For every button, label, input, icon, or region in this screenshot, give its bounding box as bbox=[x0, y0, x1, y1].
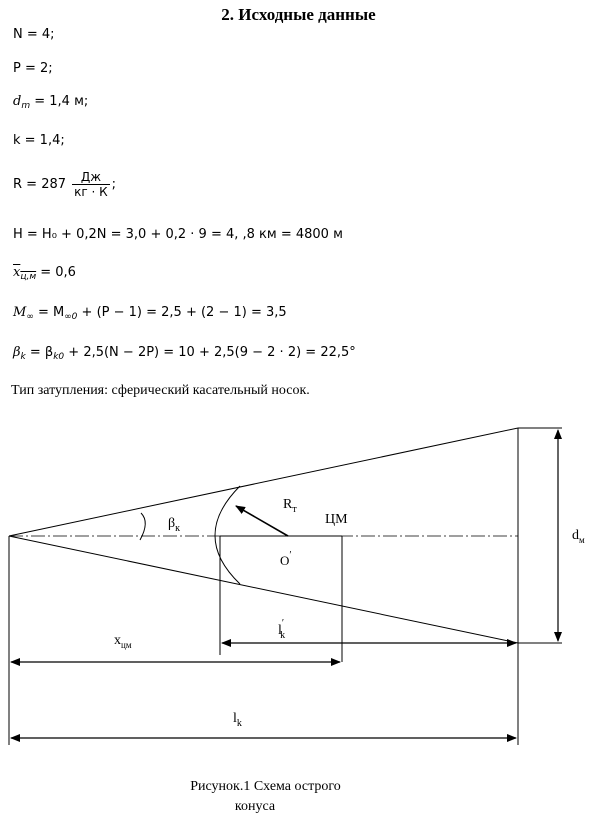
mach-symbol: M bbox=[13, 305, 27, 320]
r-suffix: ; bbox=[111, 177, 117, 192]
figure-caption-line1: Рисунок.1 Схема острого bbox=[190, 779, 341, 794]
lk-label: $l_k$ bbox=[233, 711, 242, 729]
mach-eq: = M bbox=[33, 305, 65, 320]
mach-subscript: ∞ bbox=[26, 312, 34, 322]
cone-lower-generatrix bbox=[9, 536, 518, 643]
dm-symbol: d bbox=[13, 94, 22, 109]
beta0-subscript: k0 bbox=[53, 352, 65, 362]
blunting-arc bbox=[215, 486, 240, 584]
xcm-symbol: x bbox=[13, 265, 21, 280]
r-denominator: кг · К bbox=[74, 185, 108, 199]
o-label: O′ bbox=[280, 550, 292, 568]
radius-arrow bbox=[236, 506, 288, 536]
section-title: 2. Исходные данные bbox=[221, 5, 376, 24]
rt-label: $R_т$ bbox=[283, 497, 297, 515]
beta-eq: = β bbox=[25, 345, 54, 360]
param-n: N = 4; bbox=[13, 27, 55, 42]
param-k: k = 1,4; bbox=[13, 133, 65, 148]
figure-caption-line2: конуса bbox=[234, 799, 276, 814]
dm-label: $d_м$ bbox=[572, 528, 585, 545]
dm-subscript: m bbox=[21, 101, 31, 111]
beta-symbol: β bbox=[13, 345, 21, 360]
lk-prime-label: l′ k bbox=[278, 618, 286, 641]
dm-value: = 1,4 м; bbox=[30, 94, 89, 109]
mach-expression: + (P − 1) = 2,5 + (2 − 1) = 3,5 bbox=[77, 305, 287, 320]
r-numerator: Дж bbox=[72, 170, 110, 185]
param-h: H = H₀ + 0,2N = 3,0 + 0,2 · 9 = 4, ,8 км = 4800 м bbox=[13, 227, 343, 242]
beta-subscript: k bbox=[20, 352, 26, 362]
beta-label: $\beta_к$ bbox=[168, 516, 180, 534]
r-prefix: R = 287 bbox=[13, 177, 67, 192]
cm-label: ЦМ bbox=[325, 512, 348, 527]
xcm-subscript: ц,м bbox=[20, 272, 37, 282]
mach0-subscript: ∞0 bbox=[64, 312, 78, 322]
beta-expression: + 2,5(N − 2P) = 10 + 2,5(9 − 2 · 2) = 22,5° bbox=[64, 345, 356, 360]
xcm-label: $x_{цм}$ bbox=[114, 633, 132, 650]
xcm-value: = 0,6 bbox=[36, 265, 76, 280]
blunting-type: Тип затупления: сферический касательный носок. bbox=[11, 383, 310, 398]
cone-upper-generatrix bbox=[9, 428, 518, 536]
param-p: P = 2; bbox=[13, 61, 53, 76]
